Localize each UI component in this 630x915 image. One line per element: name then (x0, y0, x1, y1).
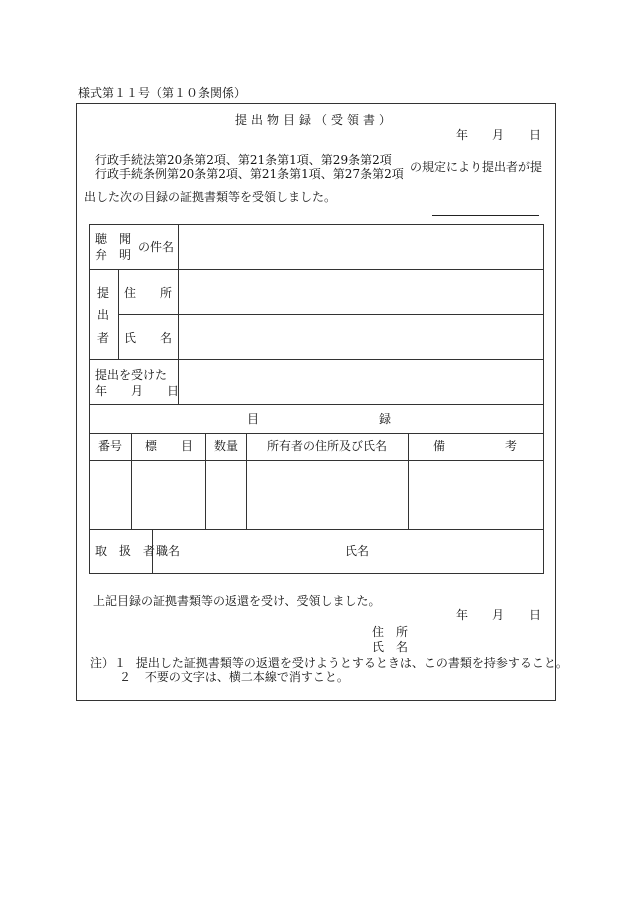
received-date-label: 提出を受けた (95, 368, 168, 382)
submitter-char-1: 提 (97, 286, 110, 300)
hearing-label: 聴 聞 (95, 232, 132, 246)
note-2-text: 不要の文字は、横二本線で消すこと。 (144, 670, 349, 684)
row-divider (90, 404, 543, 405)
month-label: 月 (492, 608, 505, 622)
name-label: 氏 名 (124, 331, 173, 345)
note-1 (90, 656, 568, 670)
note-2 (119, 670, 349, 684)
month-label: 月 (492, 128, 505, 142)
catalog-header: 目 録 (247, 412, 392, 426)
row-divider (90, 529, 543, 530)
col-divider (178, 225, 179, 269)
col-divider (246, 433, 247, 529)
year-label: 年 (456, 608, 469, 622)
return-statement: 上記目録の証拠書類等の返還を受け、受領しました。 (93, 594, 381, 608)
case-name-label: の件名 (138, 240, 175, 254)
column-remarks: 備 考 (433, 439, 518, 453)
column-number: 番号 (98, 439, 123, 453)
row-divider (90, 269, 543, 270)
law-reference-1: 行政手続法第20条第2項、第21条第1項、第29条第2項 (95, 153, 392, 167)
handler-name-label: 氏名 (345, 544, 370, 558)
day-label: 日 (529, 128, 542, 142)
col-divider (205, 433, 206, 529)
submission-table (89, 224, 544, 574)
row-divider (118, 314, 543, 315)
form-number-label: 様式第１１号（第１０条関係） (78, 86, 247, 100)
signature-line (432, 215, 539, 216)
row-divider (90, 359, 543, 360)
col-divider (118, 269, 119, 359)
col-divider (131, 433, 132, 529)
submitter-char-3: 者 (97, 331, 110, 345)
year-label: 年 (456, 128, 469, 142)
column-item: 標 目 (145, 439, 194, 453)
col-divider (408, 433, 409, 529)
address-label: 住 所 (124, 286, 173, 300)
handler-label: 取 扱 者 (95, 544, 156, 558)
note-2-marker: ２ (119, 670, 132, 684)
column-quantity: 数量 (214, 439, 239, 453)
received-date-ymd-label: 年 月 日 (95, 384, 180, 398)
note-1-marker: 注）１ (90, 656, 127, 670)
position-label: 職名 (156, 544, 181, 558)
explanation-label: 弁 明 (95, 248, 132, 262)
receiver-address-label: 住 所 (372, 625, 409, 639)
submitter-char-2: 出 (97, 308, 110, 322)
row-divider (90, 460, 543, 461)
row-divider (90, 433, 543, 434)
law-reference-continuation: 出した次の目録の証拠書類等を受領しました。 (84, 190, 337, 204)
day-label: 日 (529, 608, 542, 622)
column-owner: 所有者の住所及び氏名 (267, 439, 388, 453)
note-1-text: 提出した証拠書類等の返還を受けようとするときは、この書類を持参すること。 (135, 656, 568, 670)
receiver-name-label: 氏 名 (372, 640, 409, 654)
law-reference-2: 行政手続条例第20条第2項、第21条第1項、第27条第2項 (95, 167, 404, 181)
law-reference-suffix: の規定により提出者が提 (410, 160, 543, 174)
form-title: 提出物目録（受領書） (234, 113, 395, 127)
